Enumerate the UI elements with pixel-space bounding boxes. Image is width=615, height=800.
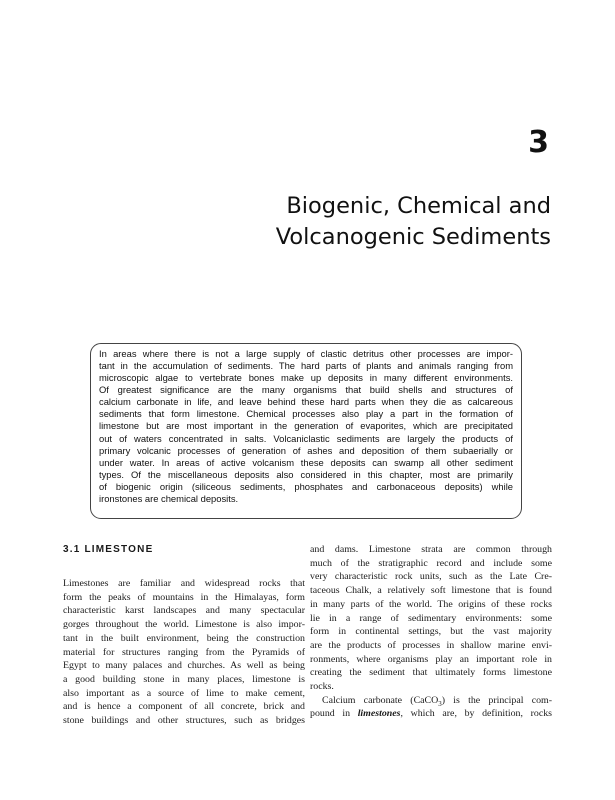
abstract-line: limestone but are most important in the generation of evaporites, which are precipitated bbox=[99, 420, 513, 432]
chapter-title bbox=[131, 191, 551, 253]
body-line: form in continental settings, but the vast majority bbox=[310, 626, 552, 638]
abstract-line: of biogenic origin (siliceous sediments, phosphates and carbonaceous deposits) while bbox=[99, 480, 513, 492]
abstract-line: out of waters concentrated in salts. Volcaniclastic sediments are largely the products of bbox=[99, 432, 513, 444]
abstract-line: ironstones are chemical deposits. bbox=[99, 492, 239, 504]
abstract-line: Of greatest significance are the many organisms that build shells and structures of bbox=[99, 384, 513, 396]
abstract-line: under water. In areas of active volcanism these deposits can swamp all other sediment bbox=[99, 456, 513, 468]
body-line: very characteristic rock units, such as the Late Cre- bbox=[310, 571, 552, 583]
section-heading: 3.1 LIMESTONE bbox=[63, 544, 154, 555]
abstract-line: primary volcanic processes of generation of ashes and deposition of them subaerially or bbox=[99, 444, 513, 456]
body-line bbox=[310, 694, 552, 708]
body-line: material for structures ranging from the Pyramids of bbox=[63, 646, 305, 658]
body-line: gorges throughout the world. Limestone is also impor- bbox=[63, 619, 305, 631]
body-line: and dams. Limestone strata are common through bbox=[310, 544, 552, 555]
body-line: creating the sediment that ultimately forms limestone bbox=[310, 667, 552, 679]
chapter-abstract-box bbox=[90, 343, 522, 519]
body-line: a good building stone in many places, limestone is bbox=[63, 673, 305, 685]
body-line: also important as a source of lime to make cement, bbox=[63, 687, 305, 699]
abstract-line: calcium carbonate in life, and leave behind these hard parts when they die as calcareous bbox=[99, 396, 513, 408]
chapter-title-line: Biogenic, Chemical and bbox=[286, 193, 551, 219]
body-line: much of the stratigraphic record and include some bbox=[310, 557, 552, 569]
right-column bbox=[310, 543, 552, 721]
body-line: lie in a range of sedimentary environments: some bbox=[310, 612, 552, 624]
abstract-line: sediments that form limestone. Chemical processes also play a part in the formation of bbox=[99, 408, 513, 420]
body-line: rocks. bbox=[310, 681, 334, 693]
text-run: pound in bbox=[310, 708, 358, 720]
subscript: 3 bbox=[438, 699, 442, 708]
body-line: characteristic karst landscapes and many spectacular bbox=[63, 605, 305, 617]
body-line: in many parts of the world. The origins of these rocks bbox=[310, 598, 552, 610]
abstract-line: types. Of the miscellaneous deposits also considered in this chapter, most are primarily bbox=[99, 468, 513, 480]
body-line: form the peaks of mountains in the Himalayas, form bbox=[63, 591, 305, 603]
text-run: , which are, by definition, rocks bbox=[400, 708, 552, 720]
abstract-line: microscopic algae to vertebrate bones make up deposits in many different environments. bbox=[99, 372, 513, 384]
left-column bbox=[63, 543, 305, 728]
body-line: Limestones are familiar and widespread rocks that bbox=[63, 578, 305, 589]
chapter-title-line: Volcanogenic Sediments bbox=[275, 224, 551, 250]
body-line bbox=[310, 707, 552, 721]
body-line: are the products of processes in shallow marine envi- bbox=[310, 639, 552, 651]
abstract-line: In areas where there is not a large supply of clastic detritus other processes are impor- bbox=[99, 348, 513, 359]
body-line: Egypt to many palaces and churches. As well as being bbox=[63, 660, 305, 672]
body-line: stone buildings and other structures, such as bridges bbox=[63, 715, 305, 727]
text-run: ) is the principal com- bbox=[441, 694, 552, 706]
chapter-number: 3 bbox=[528, 125, 549, 160]
defined-term: limestones bbox=[357, 708, 401, 720]
body-line: tant in the built environment, being the construction bbox=[63, 632, 305, 644]
body-line: taceous Chalk, a relatively soft limestone that is found bbox=[310, 585, 552, 597]
body-line: ronments, where organisms play an important role in bbox=[310, 653, 552, 665]
text-run: Calcium carbonate (CaCO bbox=[322, 694, 439, 706]
abstract-line: tant in the accumulation of sediments. The hard parts of plants and animals ranging from bbox=[99, 360, 513, 372]
body-line: and is hence a component of all concrete, brick and bbox=[63, 701, 305, 713]
